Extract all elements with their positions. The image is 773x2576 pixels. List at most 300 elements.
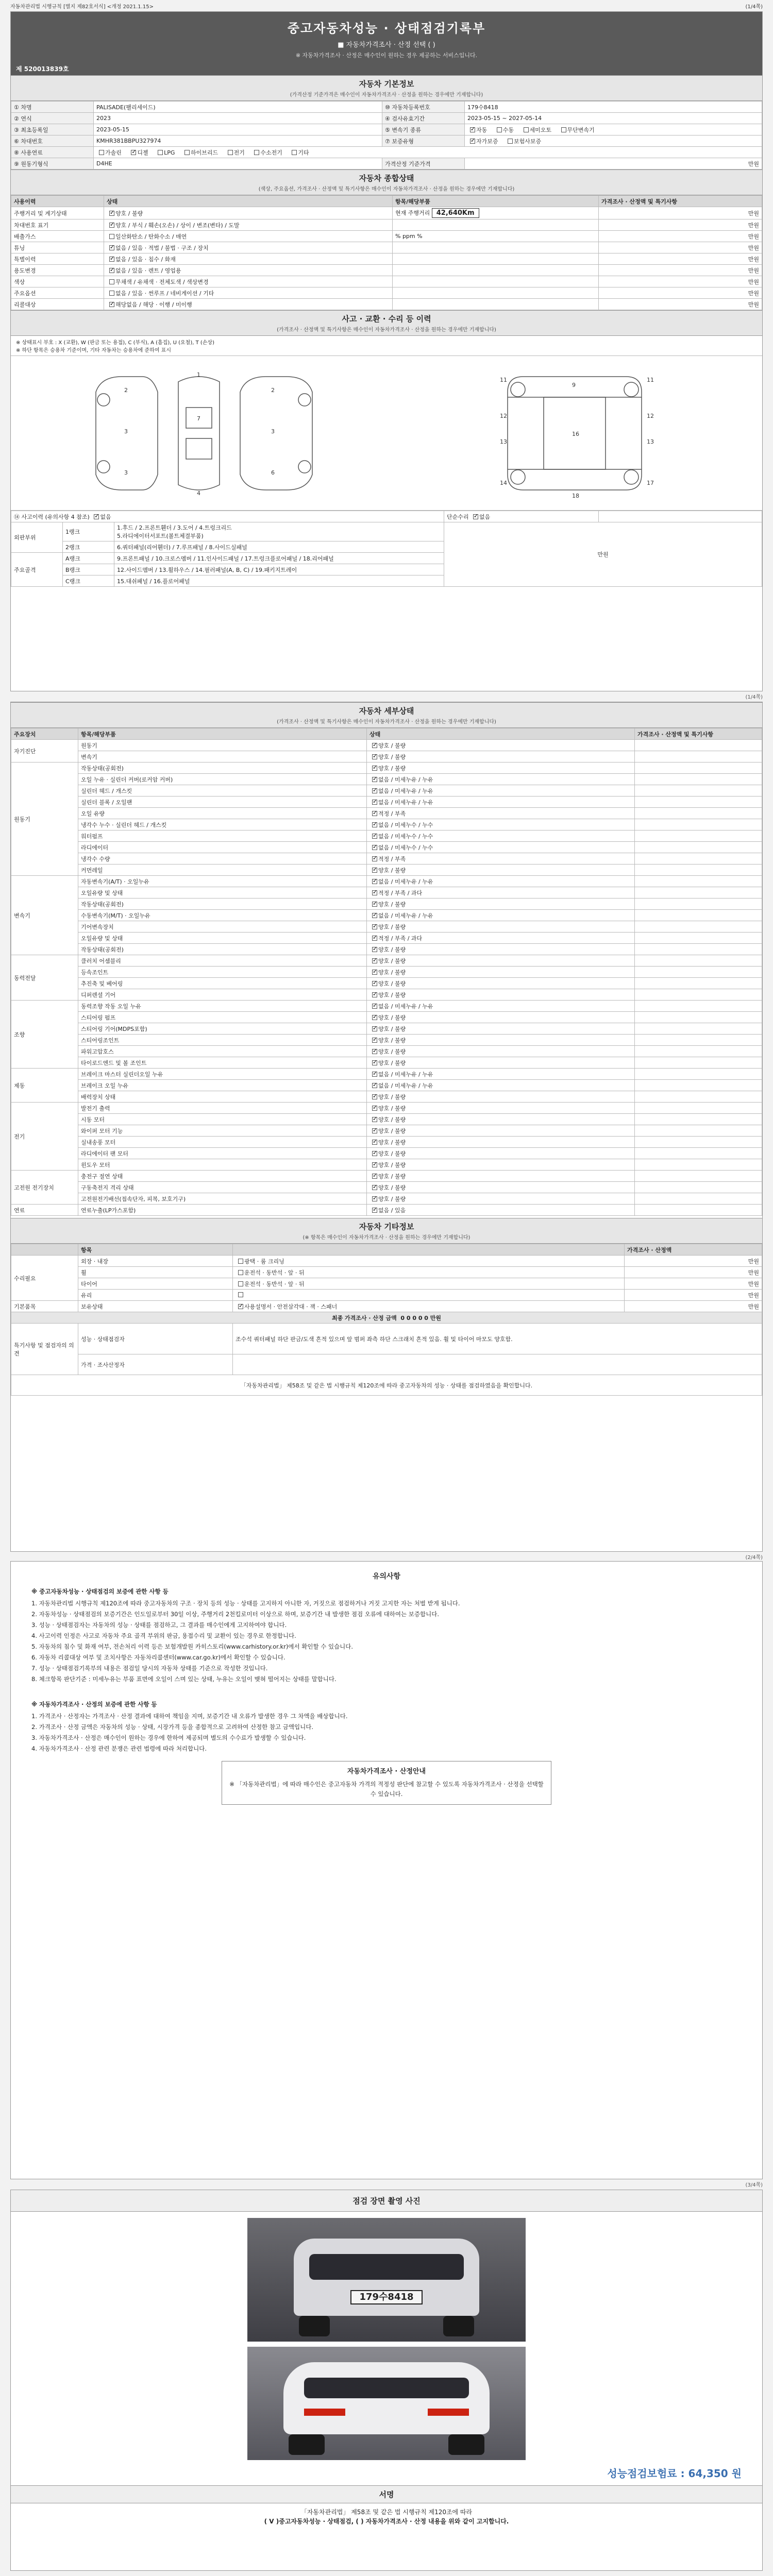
part-label: 워터펌프: [78, 831, 367, 842]
part-label: 오일유량 및 상태: [78, 887, 367, 899]
notice-item: 5. 자동차의 침수 및 화재 여부, 전손처리 이력 등은 보험개발원 카히스토리(www.carhistory.or.kr)에서 확인할 수 있습니다.: [31, 1643, 354, 1650]
special-notes-label: 특기사항 및 점검자의 의견: [11, 1324, 78, 1375]
checkbox-icon[interactable]: [372, 958, 377, 963]
page-number: (3/4쪽): [745, 2182, 763, 2188]
empty-cell: [599, 511, 762, 522]
part-label: 윈도우 모터: [78, 1159, 367, 1171]
part-price: [635, 796, 762, 808]
value-vin: KMHR381BBPU327974: [94, 135, 382, 147]
checkbox-icon[interactable]: [508, 139, 513, 144]
checkbox-icon[interactable]: [109, 257, 114, 262]
state-text: 양호 / 불량: [378, 969, 406, 976]
svg-text:3: 3: [124, 469, 128, 476]
checkbox-icon[interactable]: [238, 1281, 243, 1286]
svg-text:14: 14: [499, 479, 507, 486]
svg-text:9: 9: [572, 381, 576, 388]
detail-text: 운전석 · 동반석 · 앞 · 뒤: [244, 1280, 305, 1287]
table-row: [11, 967, 762, 978]
table-row: [11, 287, 762, 299]
row-detail: [233, 1267, 625, 1278]
part-label: 브레이크 마스터 실린더오일 누유: [78, 1069, 367, 1080]
summary-title: 자동차 종합상태: [359, 174, 414, 183]
simple-repair-value: 없음: [479, 513, 491, 520]
part-price: [635, 865, 762, 876]
checkbox-icon[interactable]: [94, 514, 99, 519]
part-state: [367, 774, 635, 785]
checkbox-icon[interactable]: [372, 1038, 377, 1043]
fuel-diesel: 디젤: [137, 149, 148, 156]
col-item: 항목/해당부품: [393, 196, 599, 207]
checkbox-icon[interactable]: [372, 924, 377, 929]
accident-history-row: [11, 511, 444, 522]
state-text: 양호 / 불량: [378, 867, 406, 874]
part-label: 냉각수 수량: [78, 853, 367, 865]
detail-text: 사용설명서 · 안전삼각대 · 잭 · 스패너: [244, 1303, 338, 1310]
fuel-other: 기타: [298, 149, 309, 156]
notice-item: 6. 자동차 리콜대상 여부 및 조치사항은 자동차리콜센터(www.car.go.kr)에서 확인할 수 있습니다.: [31, 1654, 285, 1661]
state-text: 양호 / 불량: [378, 765, 406, 772]
checkbox-icon[interactable]: [561, 127, 566, 132]
table-row: [11, 944, 762, 955]
table-row: [11, 853, 762, 865]
state-text: 양호 / 불량: [378, 1139, 406, 1146]
part-state: [367, 762, 635, 774]
inspector-notes: 조수석 쿼터패널 하단 판금/도색 흔적 있으며 앞 범퍼 좌측 하단 스크래치 흔적 있음. 휠 및 타이어 마모도 양호함.: [233, 1324, 762, 1354]
checkbox-icon[interactable]: [228, 150, 233, 155]
table-row: [11, 831, 762, 842]
table-row: [11, 1057, 762, 1069]
row-item: 유리: [78, 1290, 233, 1301]
detail-note: (가격조사 · 산정액 및 특기사항은 매수인이 자동차가격조사 · 산정을 원하는 경우에만 기재합니다): [277, 719, 496, 725]
checkbox-icon[interactable]: [372, 856, 377, 861]
part-state: [367, 989, 635, 1001]
checkbox-icon[interactable]: [372, 1060, 377, 1065]
form-law-ref: 자동차관리법 시행규칙 [별지 제82호서식] <개정 2021.1.15>: [10, 4, 154, 10]
part-state: [367, 1137, 635, 1148]
notice-item: 2. 가격조사 · 산정 금액은 자동차의 성능 · 상태, 시장가격 등을 종합적으로 고려하여 산정한 참고 금액입니다.: [31, 1723, 314, 1731]
rank-a-items: 9.프론트패널 / 10.크로스멤버 / 11.인사이드패널 / 17.트렁크플로어패널 / 18.리어패널: [114, 553, 444, 564]
table-row: [11, 1114, 762, 1125]
checkbox-icon[interactable]: [372, 754, 377, 759]
checkbox-icon[interactable]: [372, 1140, 377, 1145]
checkbox-icon[interactable]: [372, 1174, 377, 1179]
rank-2-items: 6.쿼터패널(리어휀더) / 7.루프패널 / 8.사이드실패널: [114, 541, 444, 553]
checkbox-icon[interactable]: [109, 234, 114, 239]
part-label: 동력조향 작동 오일 누유: [78, 1001, 367, 1012]
checkbox-icon[interactable]: [372, 879, 377, 884]
checkbox-icon[interactable]: [372, 1185, 377, 1190]
part-price: [635, 1159, 762, 1171]
accident-note: (가격조사 · 산정액 및 특기사항은 매수인이 자동차가격조사 · 산정을 원하는 경우에만 기재합니다): [277, 327, 496, 333]
table-row: [11, 955, 762, 967]
accident-header: [11, 310, 762, 336]
part-price: [635, 1035, 762, 1046]
warranty-options: [465, 135, 762, 147]
checkbox-icon[interactable]: [372, 890, 377, 895]
checkbox-icon[interactable]: [470, 127, 475, 132]
notice-title: 유의사항: [372, 1572, 401, 1581]
part-label: 변속기: [78, 751, 367, 762]
table-row: [11, 978, 762, 989]
state-text: 일산화탄소 / 탄화수소 / 매연: [115, 233, 187, 240]
checkbox-icon[interactable]: [372, 981, 377, 986]
notice-item: 4. 사고이력 인정은 사고로 자동차 주요 골격 부위의 판금, 용접수리 및 교환이 있는 경우로 한정합니다.: [31, 1632, 296, 1639]
checkbox-icon[interactable]: [109, 268, 114, 273]
document-title: 중고자동차성능 · 상태점검기록부: [287, 21, 486, 36]
row-label: 튜닝: [11, 242, 104, 253]
checkbox-icon[interactable]: [109, 211, 114, 216]
checkbox-icon[interactable]: [372, 970, 377, 975]
fuel-options: [94, 147, 762, 158]
row-detail: [233, 1256, 625, 1267]
checkbox-icon[interactable]: [372, 811, 377, 816]
checkbox-icon[interactable]: [372, 1083, 377, 1088]
row-state: [104, 253, 393, 265]
checkbox-icon[interactable]: [372, 777, 377, 782]
part-price: [635, 1080, 762, 1091]
table-row: [11, 933, 762, 944]
part-state: [367, 1012, 635, 1023]
label-transmission: ⑤ 변속기 종류: [382, 124, 465, 135]
title-banner: [11, 12, 762, 62]
trans-manual: 수동: [502, 126, 514, 133]
document-number: 제 520013839호: [11, 62, 762, 75]
checkbox-icon[interactable]: [372, 1094, 377, 1099]
page-number: (1/4쪽): [745, 694, 763, 700]
price-guide-title: 자동차가격조사 · 산정안내: [347, 1768, 426, 1775]
row-state: [104, 276, 393, 287]
summary-table: [11, 195, 762, 310]
inspection-photo-1: [247, 2218, 526, 2342]
etc-note: (※ 항목은 매수인이 자동차가격조사 · 산정을 원하는 경우에만 기재합니다): [303, 1235, 470, 1241]
table-row: [11, 796, 762, 808]
checkbox-icon[interactable]: [99, 150, 104, 155]
table-row: [11, 899, 762, 910]
signature-header: 서명: [11, 2485, 762, 2503]
part-label: 실린더 블록 / 오일팬: [78, 796, 367, 808]
value-plate: 179수8418: [465, 101, 762, 113]
checkbox-icon[interactable]: [372, 743, 377, 748]
device-group-label: 원동기: [11, 762, 78, 876]
part-price: [635, 842, 762, 853]
row-item: [393, 299, 599, 310]
checkbox-icon[interactable]: [372, 822, 377, 827]
svg-text:11: 11: [646, 376, 654, 383]
table-row: [11, 1148, 762, 1159]
table-row: [11, 785, 762, 796]
state-text: 양호 / 불량: [378, 980, 406, 987]
checkbox-icon[interactable]: [372, 1049, 377, 1054]
state-text: 없음 / 있음: [378, 1207, 406, 1214]
part-price: [635, 1057, 762, 1069]
checkbox-icon[interactable]: [184, 150, 190, 155]
table-row: [11, 276, 762, 287]
law-confirmation: 「자동차관리법」 제58조 및 같은 법 시행규칙 제120조에 따라 중고자동차의 성능 · 상태를 점검하였음을 확인합니다.: [11, 1375, 762, 1396]
table-row: [11, 910, 762, 921]
checkbox-icon[interactable]: [372, 834, 377, 839]
row-item: 외장 · 내장: [78, 1256, 233, 1267]
part-state: [367, 921, 635, 933]
part-price: [635, 1069, 762, 1080]
state-text: 양호 / 불량: [378, 1195, 406, 1202]
checkbox-icon[interactable]: [292, 150, 297, 155]
row-price: 만원: [599, 299, 762, 310]
table-row: [11, 219, 762, 231]
row-state: [104, 299, 393, 310]
part-state: [367, 1182, 635, 1193]
label-vin: ⑥ 차대번호: [11, 135, 94, 147]
mileage-value: 42,640Km: [432, 208, 479, 218]
part-price: [635, 774, 762, 785]
svg-text:1: 1: [196, 371, 200, 378]
col-usage: 사용이력: [11, 196, 104, 207]
rank-2-label: 2랭크: [63, 541, 114, 553]
part-label: 실내송풍 모터: [78, 1137, 367, 1148]
state-text: 없음 / 미세누유 / 누유: [378, 878, 433, 885]
accident-price: 만원: [444, 522, 762, 587]
table-row: [11, 1193, 762, 1205]
part-label: 충전구 절연 상태: [78, 1171, 367, 1182]
state-text: 없음 / 미세누수 / 누수: [378, 833, 433, 840]
checkbox-icon[interactable]: [158, 150, 163, 155]
table-row: [11, 762, 762, 774]
part-state: [367, 1148, 635, 1159]
part-state: [367, 808, 635, 819]
checkbox-icon[interactable]: [372, 1208, 377, 1213]
checkbox-icon[interactable]: [497, 127, 502, 132]
fuel-gasoline: 가솔린: [105, 149, 122, 156]
basic-info-table: [11, 101, 762, 170]
part-price: [635, 831, 762, 842]
trans-auto: 자동: [476, 126, 488, 133]
notice-item: 2. 자동차성능 · 상태점검의 보증기간은 인도일로부터 30일 이상, 주행거리 2천킬로미터 이상으로 하며, 보증기간 내 발생한 점검 오류에 대하여는 보증합니다.: [31, 1611, 439, 1618]
row-item: [393, 276, 599, 287]
row-item: [393, 253, 599, 265]
checkbox-icon[interactable]: [238, 1259, 243, 1264]
checkbox-icon[interactable]: [109, 291, 114, 296]
part-label: 구동축전지 격리 상태: [78, 1182, 367, 1193]
checkbox-icon[interactable]: [473, 514, 478, 519]
final-price-label: 최종 가격조사 · 산정 금액: [331, 1314, 397, 1321]
table-row: [11, 1278, 762, 1290]
notice-item: 3. 성능 · 상태점검자는 자동차의 성능 · 상태를 점검하고, 그 결과를 매수인에게 고지하여야 합니다.: [31, 1621, 287, 1629]
checkbox-icon[interactable]: [372, 1162, 377, 1167]
checkbox-icon[interactable]: [372, 1015, 377, 1020]
row-state: [104, 219, 393, 231]
part-state: [367, 842, 635, 853]
checkbox-icon[interactable]: [131, 150, 136, 155]
notice-item: 3. 자동차가격조사 · 산정은 매수인이 원하는 경우에 한하여 제공되며 별도의 수수료가 발생할 수 있습니다.: [31, 1734, 306, 1741]
warranty-insurer: 보험사보증: [514, 138, 542, 145]
checkbox-icon[interactable]: [372, 1072, 377, 1077]
col-state: 상태: [104, 196, 393, 207]
label-car-name: ① 차명: [11, 101, 94, 113]
accident-history-value: 없음: [100, 513, 111, 520]
state-text: 없음 / 있음 · 침수 / 화재: [115, 256, 176, 263]
row-price: 만원: [599, 276, 762, 287]
checkbox-icon[interactable]: [372, 800, 377, 805]
checkbox-icon[interactable]: [372, 1026, 377, 1031]
svg-text:16: 16: [572, 430, 579, 437]
table-row: [11, 231, 762, 242]
row-price: 만원: [599, 287, 762, 299]
part-price: [635, 910, 762, 921]
part-label: 브레이크 오일 누유: [78, 1080, 367, 1091]
part-price: [635, 819, 762, 831]
part-price: [635, 944, 762, 955]
simple-repair-label: 단순수리: [447, 513, 469, 520]
checkbox-icon[interactable]: [372, 868, 377, 873]
part-label: 배력장치 상태: [78, 1091, 367, 1103]
part-price: [635, 808, 762, 819]
checkbox-icon[interactable]: [254, 150, 259, 155]
notice-item: 7. 성능 · 상태점검기록부의 내용은 점검일 당시의 자동차 상태를 기준으로 작성한 것입니다.: [31, 1665, 268, 1672]
state-text: 적정 / 부족: [378, 810, 406, 817]
checkbox-icon[interactable]: [470, 139, 475, 144]
part-price: [635, 853, 762, 865]
part-state: [367, 785, 635, 796]
state-text: 무채색 / 유채색 · 전체도색 / 색상변경: [115, 278, 209, 285]
checkbox-icon[interactable]: [372, 992, 377, 997]
value-inspection-period: 2023-05-15 ~ 2027-05-14: [465, 113, 762, 124]
checkbox-icon[interactable]: [372, 845, 377, 850]
appraiser-notes: [233, 1354, 762, 1375]
table-row: [11, 808, 762, 819]
part-state: [367, 1023, 635, 1035]
checkbox-icon[interactable]: [372, 1128, 377, 1133]
notice-item: 8. 체크항목 판단기준 : 미세누유는 부품 표면에 오일이 스며 있는 상태, 누유는 오일이 맺혀 떨어지는 상태를 말합니다.: [31, 1675, 337, 1683]
state-text: 양호 / 불량: [378, 1025, 406, 1032]
table-row: [11, 1091, 762, 1103]
state-text: 양호 / 불량: [115, 210, 143, 217]
checkbox-icon[interactable]: [372, 1004, 377, 1009]
part-label: 연료누출(LP가스포함): [78, 1205, 367, 1216]
checkbox-icon[interactable]: [109, 279, 114, 284]
state-text: 양호 / 불량: [378, 1127, 406, 1134]
rank-1-text: 1.후드 / 2.프론트휀더 / 3.도어 / 4.트렁크리드: [117, 524, 232, 531]
table-row: [11, 1035, 762, 1046]
value-car-name: PALISADE(팰리세이드): [94, 101, 382, 113]
row-price: 만원: [599, 219, 762, 231]
row-item: [393, 287, 599, 299]
rank-a-label: A랭크: [63, 553, 114, 564]
checkbox-icon[interactable]: [238, 1292, 243, 1297]
checkbox-icon[interactable]: [109, 302, 114, 307]
simple-repair-row: [444, 511, 599, 522]
row-item: [393, 265, 599, 276]
row-detail: [233, 1278, 625, 1290]
state-text: 없음 / 있음 · 적법 / 불법 · 구조 / 장치: [115, 244, 209, 251]
state-text: 없음 / 미세누유 / 누유: [378, 776, 433, 783]
value-year: 2023: [94, 113, 382, 124]
part-label: 작동상태(공회전): [78, 762, 367, 774]
checkbox-icon[interactable]: [372, 1106, 377, 1111]
state-text: 없음 / 미세누수 / 누수: [378, 821, 433, 828]
checkbox-icon[interactable]: [372, 1117, 377, 1122]
table-row: [11, 1159, 762, 1171]
outer-panel-label: 외판부위: [11, 522, 63, 553]
basic-items-label: 기본품목: [11, 1301, 78, 1312]
state-text: 없음 / 미세누수 / 누수: [378, 844, 433, 851]
checkbox-icon[interactable]: [372, 947, 377, 952]
inspector-label: 성능 · 상태점검자: [78, 1324, 233, 1354]
form-header-line: [10, 2, 763, 10]
page-indicator: (1/4쪽): [745, 4, 763, 10]
state-text: 적정 / 부족: [378, 855, 406, 862]
part-label: 원동기: [78, 740, 367, 751]
part-price: [635, 1103, 762, 1114]
part-price: [635, 921, 762, 933]
table-row: [11, 1171, 762, 1182]
table-row: [11, 865, 762, 876]
insurance-fee: 성능점검보험료 : 64,350 원: [607, 2467, 742, 2480]
svg-text:6: 6: [271, 469, 275, 476]
part-state: [367, 876, 635, 887]
summary-note: (색상, 주요옵션, 가격조사 · 산정액 및 특기사항은 매수인이 자동차가격조사 · 산정을 원하는 경우에만 기재합니다): [258, 187, 515, 192]
basic-info-header: [11, 75, 762, 101]
checkbox-icon[interactable]: [372, 902, 377, 907]
checkbox-icon[interactable]: [372, 913, 377, 918]
row-label: 특별이력: [11, 253, 104, 265]
detail-text: 운전석 · 동반석 · 앞 · 뒤: [244, 1269, 305, 1276]
checkbox-icon[interactable]: [109, 245, 114, 250]
table-row: [11, 1290, 762, 1301]
table-row: [11, 1069, 762, 1080]
row-price: 만원: [625, 1290, 762, 1301]
part-label: 스티어링 펌프: [78, 1012, 367, 1023]
checkbox-icon[interactable]: [238, 1304, 243, 1309]
rank-1-text-2: 5.라디에이터서포트(볼트체결부품): [117, 533, 204, 539]
checkbox-icon[interactable]: [372, 1151, 377, 1156]
state-text: 양호 / 불량: [378, 1048, 406, 1055]
rank-b-items: 12.사이드멤버 / 13.휠하우스 / 14.필러패널(A, B, C) / 19.패키지트레이: [114, 564, 444, 575]
checkbox-icon[interactable]: [372, 1196, 377, 1201]
table-row: [11, 1080, 762, 1091]
checkbox-icon[interactable]: [372, 936, 377, 941]
table-row: [11, 1103, 762, 1114]
checkbox-icon[interactable]: [524, 127, 529, 132]
accident-title: 사고 · 교환 · 수리 등 이력: [342, 314, 431, 324]
row-label: 용도변경: [11, 265, 104, 276]
checkbox-icon[interactable]: [372, 788, 377, 793]
basic-info-title: 자동차 기본정보: [359, 79, 414, 89]
detail-text: 광택 · 룸 크리닝: [244, 1258, 284, 1265]
table-row: [11, 876, 762, 887]
state-text: 양호 / 불량: [378, 946, 406, 953]
part-price: [635, 1091, 762, 1103]
col-item: 항목: [78, 1244, 233, 1256]
col-part: 항목/해당부품: [78, 728, 367, 740]
etc-title: 자동차 기타정보: [359, 1222, 414, 1231]
checkbox-icon[interactable]: [238, 1270, 243, 1275]
trans-semi: 세미오토: [529, 126, 552, 133]
table-row: [11, 1001, 762, 1012]
frame-label: 주요골격: [11, 553, 63, 587]
table-row: [11, 242, 762, 253]
part-state: [367, 1114, 635, 1125]
part-label: 와이퍼 모터 기능: [78, 1125, 367, 1137]
device-group-label: 연료: [11, 1205, 78, 1216]
row-label: 주행거리 및 계기상태: [11, 207, 104, 219]
part-state: [367, 967, 635, 978]
state-text: 없음 / 미세누유 / 누유: [378, 787, 433, 794]
checkbox-icon[interactable]: [109, 223, 114, 228]
svg-text:3: 3: [124, 428, 128, 435]
footer-statement: [11, 2503, 762, 2530]
checkbox-icon[interactable]: [372, 766, 377, 771]
state-text: 양호 / 불량: [378, 991, 406, 998]
device-group-label: 조향: [11, 1001, 78, 1069]
